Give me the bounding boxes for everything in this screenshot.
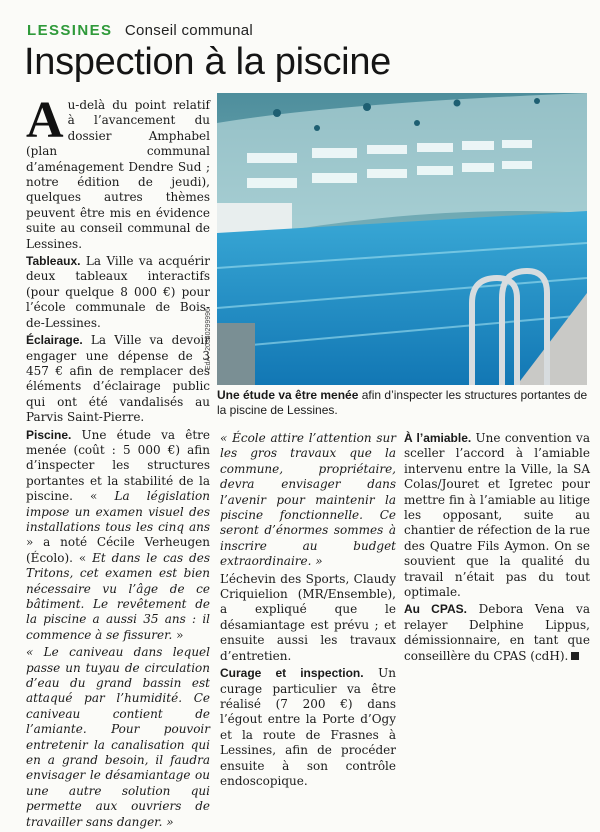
tableaux-text: La Ville va acquérir deux tableaux interactifs (pour quelque 8 000 €) pour l’école communale de Bois-de-Lessines. <box>26 254 210 330</box>
piscine-quote-1: La législation impose un examen visuel des installations tous les cinq ans <box>26 489 210 534</box>
photo-caption <box>217 388 589 418</box>
ecolo-quote: « École attire l’attention sur les gros travaux que la commune, propriétaire, devra envisager dans l’avenir pour maintenir la piscine fonctionnelle. Ce seront d’énormes sommes à inscrire au budget extraordinaire. » <box>220 431 396 569</box>
pool-photo <box>217 93 587 385</box>
amiable-text: Une convention va sceller l’accord à l’amiable intervenu entre la Ville, la SA Colas/Jouret et Igretec pour mettre fin à l’amiable au litige les opposant, suite au chantier de réfection de la rue des Quatre Fils Aymon. On se souvient que la qualité du travail n’était pas du tout optimale. <box>404 431 590 600</box>
echevin-text: L’échevin des Sports, Claudy Criquielion (MR/Ensemble), a expliqué que le désamiantage est prévu ; et ensuite aussi les travaux d’entretien. <box>220 571 396 663</box>
end-mark <box>571 652 579 660</box>
eclairage-lead: Éclairage. <box>26 333 83 348</box>
piscine-text-b: » a noté Cécile Verheugen (Écolo). « <box>26 535 210 565</box>
section-label: Conseil communal <box>124 22 254 39</box>
caption-bold: Une étude va être menée <box>217 388 359 402</box>
cpas-text: Debora Vena va relayer Delphine Lippus, démissionnaire, en tant que conseillère du CPAS (cdH). <box>404 602 590 663</box>
caniveau-quote: « Le caniveau dans lequel passe un tuyau de circulation d’eau du grand bassin est attaqué par l’humidité. Ce caniveau contient de l’amiante. Pour pouvoir entretenir la canalisation qui en a grand besoin, il faudra envisager le désamiantage ou une autre solution qui permette aux ouvriers de travailler sans danger. » <box>26 645 210 829</box>
piscine-lead: Piscine. <box>26 427 72 442</box>
headline: Inspection à la piscine <box>24 41 391 83</box>
piscine-text-a: Une étude va être menée (coût : 5 000 €) afin d’inspecter les structures portantes et la stabilité de la piscine. « <box>26 427 210 504</box>
cpas-lead: Au CPAS. <box>404 602 467 617</box>
pool-photo-image <box>217 93 587 385</box>
caption-text: afin d’inspecter les structures portantes de la piscine de Lessines. <box>217 388 588 417</box>
curage-lead: Curage et inspection. <box>220 666 364 681</box>
tableaux-lead: Tableaux. <box>26 254 81 269</box>
article-column-1 <box>26 92 210 832</box>
intro-text: u-delà du point relatif à l’avancement du dossier Amphabel (plan communal d’aménagement Dendre Sud ; notre édition de jeudi), quelques autres thèmes peuvent être mis en évidence suite au conseil communal de Lessines. <box>26 98 210 251</box>
article-column-3 <box>404 431 590 666</box>
photo-credit: EdA - 20340299996 <box>205 308 212 370</box>
kicker <box>27 22 253 39</box>
curage-text: Un curage particulier va être réalisé (7 200 €) dans l’égout entre la Porte d’Ogy et la route de Frasnes à Lessines, afin de procéder ensuite à son contrôle endoscopique. <box>220 666 397 788</box>
amiable-lead: À l’amiable. <box>404 431 472 445</box>
drop-cap: A <box>26 92 64 149</box>
piscine-text-c: » <box>172 627 184 642</box>
piscine-quote-2: Et dans le cas des Tritons, cet examen est bien nécessaire vu l’âge de ce bâtiment. Le revêtement de la piscine a aussi 35 ans : il commence à se fissurer. <box>26 550 210 642</box>
eclairage-text: La Ville va devoir engager une dépense de 3 457 € afin de remplacer des éléments d’éclairage public qui ont été vandalisés au Parvis Saint-Pierre. <box>26 333 210 425</box>
article-column-2 <box>220 431 396 791</box>
city-label: LESSINES <box>27 22 113 39</box>
